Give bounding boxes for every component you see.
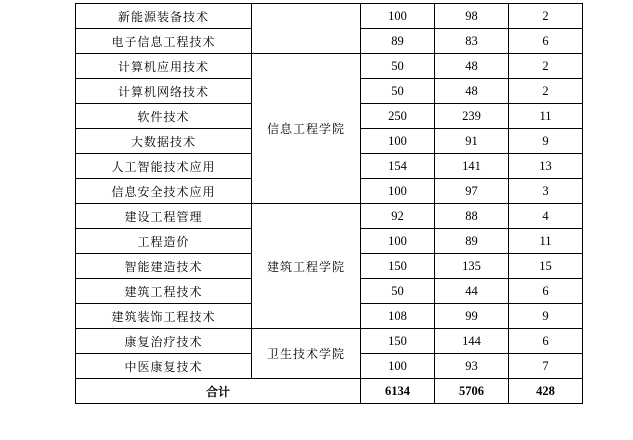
admitted-cell: 141 bbox=[435, 154, 509, 179]
table-row bbox=[76, 54, 583, 79]
major-cell: 信息安全技术应用 bbox=[76, 179, 252, 204]
plan-cell: 89 bbox=[361, 29, 435, 54]
major-cell: 新能源装备技术 bbox=[76, 4, 252, 29]
diff-cell: 4 bbox=[509, 204, 583, 229]
diff-cell: 2 bbox=[509, 79, 583, 104]
diff-cell: 7 bbox=[509, 354, 583, 379]
plan-cell: 50 bbox=[361, 54, 435, 79]
major-cell: 软件技术 bbox=[76, 104, 252, 129]
major-cell: 工程造价 bbox=[76, 229, 252, 254]
plan-cell: 100 bbox=[361, 179, 435, 204]
admitted-cell: 89 bbox=[435, 229, 509, 254]
admitted-cell: 144 bbox=[435, 329, 509, 354]
total-plan-cell: 6134 bbox=[361, 379, 435, 404]
college-cell: 建筑工程学院 bbox=[252, 204, 361, 329]
diff-cell: 6 bbox=[509, 329, 583, 354]
plan-cell: 154 bbox=[361, 154, 435, 179]
admitted-cell: 135 bbox=[435, 254, 509, 279]
table-row bbox=[76, 204, 583, 229]
major-cell: 建筑工程技术 bbox=[76, 279, 252, 304]
diff-cell: 9 bbox=[509, 304, 583, 329]
diff-cell: 13 bbox=[509, 154, 583, 179]
plan-cell: 100 bbox=[361, 129, 435, 154]
admitted-cell: 91 bbox=[435, 129, 509, 154]
table-row bbox=[76, 4, 583, 29]
plan-cell: 100 bbox=[361, 229, 435, 254]
major-cell: 计算机网络技术 bbox=[76, 79, 252, 104]
college-cell bbox=[252, 4, 361, 54]
plan-cell: 100 bbox=[361, 4, 435, 29]
plan-cell: 150 bbox=[361, 254, 435, 279]
admitted-cell: 88 bbox=[435, 204, 509, 229]
plan-cell: 92 bbox=[361, 204, 435, 229]
plan-cell: 108 bbox=[361, 304, 435, 329]
admission-table bbox=[75, 3, 583, 404]
admitted-cell: 239 bbox=[435, 104, 509, 129]
major-cell: 电子信息工程技术 bbox=[76, 29, 252, 54]
admitted-cell: 48 bbox=[435, 54, 509, 79]
college-cell: 信息工程学院 bbox=[252, 54, 361, 204]
total-row bbox=[76, 379, 583, 404]
major-cell: 建筑装饰工程技术 bbox=[76, 304, 252, 329]
diff-cell: 6 bbox=[509, 279, 583, 304]
admitted-cell: 93 bbox=[435, 354, 509, 379]
table-body bbox=[76, 4, 583, 404]
diff-cell: 11 bbox=[509, 229, 583, 254]
table-row bbox=[76, 329, 583, 354]
plan-cell: 50 bbox=[361, 79, 435, 104]
plan-cell: 250 bbox=[361, 104, 435, 129]
total-diff-cell: 428 bbox=[509, 379, 583, 404]
diff-cell: 3 bbox=[509, 179, 583, 204]
major-cell: 建设工程管理 bbox=[76, 204, 252, 229]
admitted-cell: 99 bbox=[435, 304, 509, 329]
plan-cell: 150 bbox=[361, 329, 435, 354]
admitted-cell: 97 bbox=[435, 179, 509, 204]
plan-cell: 100 bbox=[361, 354, 435, 379]
major-cell: 中医康复技术 bbox=[76, 354, 252, 379]
diff-cell: 9 bbox=[509, 129, 583, 154]
diff-cell: 6 bbox=[509, 29, 583, 54]
admitted-cell: 48 bbox=[435, 79, 509, 104]
plan-cell: 50 bbox=[361, 279, 435, 304]
major-cell: 人工智能技术应用 bbox=[76, 154, 252, 179]
diff-cell: 11 bbox=[509, 104, 583, 129]
college-cell: 卫生技术学院 bbox=[252, 329, 361, 379]
diff-cell: 15 bbox=[509, 254, 583, 279]
total-admitted-cell: 5706 bbox=[435, 379, 509, 404]
admitted-cell: 44 bbox=[435, 279, 509, 304]
diff-cell: 2 bbox=[509, 4, 583, 29]
admitted-cell: 83 bbox=[435, 29, 509, 54]
major-cell: 康复治疗技术 bbox=[76, 329, 252, 354]
total-label: 合计 bbox=[76, 379, 361, 404]
major-cell: 计算机应用技术 bbox=[76, 54, 252, 79]
admitted-cell: 98 bbox=[435, 4, 509, 29]
major-cell: 大数据技术 bbox=[76, 129, 252, 154]
major-cell: 智能建造技术 bbox=[76, 254, 252, 279]
diff-cell: 2 bbox=[509, 54, 583, 79]
